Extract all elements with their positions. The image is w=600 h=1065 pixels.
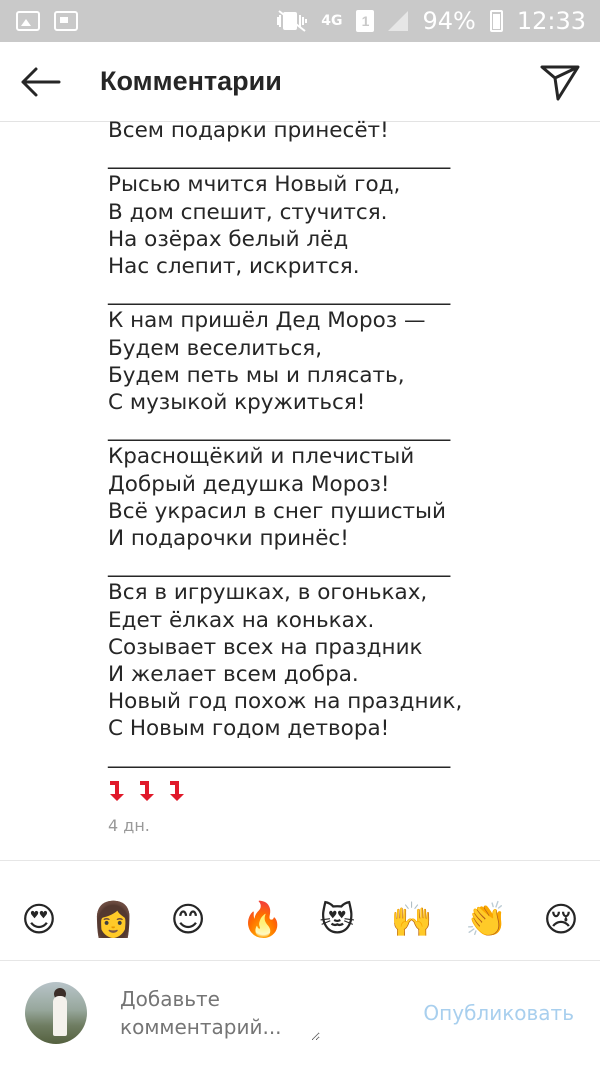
clock: 12:33 bbox=[516, 7, 586, 35]
woman-emoji[interactable]: 👩 bbox=[92, 901, 135, 939]
heart-eyes-emoji[interactable]: 😍 bbox=[21, 901, 57, 939]
battery-icon bbox=[490, 10, 503, 32]
back-button[interactable] bbox=[0, 42, 80, 122]
arrow-left-icon bbox=[19, 66, 61, 98]
person-raising-hands-emoji[interactable]: 🙌 bbox=[390, 901, 433, 939]
comment-line: С музыкой кружиться! bbox=[108, 390, 366, 416]
red-arrow-down-icon bbox=[108, 778, 128, 802]
paper-plane-icon bbox=[540, 63, 580, 101]
status-bar-right bbox=[277, 7, 586, 35]
avatar bbox=[25, 982, 87, 1044]
arrow-emoji-row bbox=[108, 778, 548, 806]
smiling-emoji[interactable]: 😊 bbox=[170, 901, 206, 939]
battery-percent: 94% bbox=[422, 7, 476, 35]
cat-heart-eyes-emoji[interactable]: 😻 bbox=[319, 901, 355, 939]
signal-icon bbox=[388, 11, 408, 31]
status-bar-left bbox=[16, 11, 78, 31]
header bbox=[0, 42, 600, 122]
separator-line: ___________________________________ bbox=[108, 281, 450, 307]
comment-line: К нам пришёл Дед Мороз — bbox=[108, 308, 426, 334]
separator-line: ___________________________________ bbox=[108, 553, 450, 579]
page-title: Комментарии bbox=[100, 66, 282, 96]
status-bar bbox=[0, 0, 600, 42]
mute-icon bbox=[277, 9, 307, 33]
comment-text bbox=[108, 117, 548, 770]
comment-line: Будем веселиться, bbox=[108, 335, 323, 361]
comment-body bbox=[108, 117, 548, 835]
comment-line: Вся в игрушках, в огоньках, bbox=[108, 580, 428, 606]
comment-input[interactable] bbox=[120, 985, 320, 1041]
clapping-hands-emoji[interactable]: 👏 bbox=[465, 901, 508, 939]
comment-line: Всем подарки принесёт! bbox=[108, 118, 389, 143]
comment-line: И желает всем добра. bbox=[108, 662, 359, 688]
separator-line: ___________________________________ bbox=[108, 145, 450, 171]
comment-line: С Новым годом детвора! bbox=[108, 716, 390, 742]
comment-line: На озёрах белый лёд bbox=[108, 226, 349, 252]
separator-line: ___________________________________ bbox=[108, 743, 450, 769]
fire-emoji[interactable]: 🔥 bbox=[241, 901, 284, 939]
separator-line: ___________________________________ bbox=[108, 417, 450, 443]
quick-emoji-bar bbox=[0, 880, 600, 960]
comment-line: И подарочки принёс! bbox=[108, 526, 349, 552]
image-icon bbox=[16, 11, 40, 31]
red-arrow-down-icon bbox=[138, 778, 158, 802]
comment-line: Нас слепит, искрится. bbox=[108, 254, 360, 280]
comment-line: Созывает всех на праздник bbox=[108, 634, 423, 660]
comment-line: Новый год похож на праздник, bbox=[108, 689, 463, 715]
network-type: 4G bbox=[321, 13, 343, 29]
comment-line: В дом спешит, стучится. bbox=[108, 199, 388, 225]
publish-button[interactable]: Опубликовать bbox=[423, 1001, 574, 1025]
direct-send-button[interactable] bbox=[520, 42, 600, 122]
comment-line: Рысью мчится Новый год, bbox=[108, 172, 401, 198]
comment-line: Едет ёлках на коньках. bbox=[108, 607, 375, 633]
comment-line: Будем петь мы и плясать, bbox=[108, 362, 405, 388]
comment-composer bbox=[0, 961, 600, 1065]
comment-line: Всё украсил в снег пушистый bbox=[108, 498, 446, 524]
comment-timestamp: 4 дн. bbox=[108, 815, 150, 835]
sim-indicator: 1 bbox=[356, 10, 374, 32]
comment-line: Краснощёкий и плечистый bbox=[108, 444, 415, 470]
comment-line: Добрый дедушка Мороз! bbox=[108, 471, 390, 497]
divider bbox=[0, 860, 600, 861]
crying-emoji[interactable]: 😢 bbox=[543, 901, 579, 939]
gallery-icon bbox=[54, 11, 78, 31]
red-arrow-down-icon bbox=[168, 778, 188, 802]
